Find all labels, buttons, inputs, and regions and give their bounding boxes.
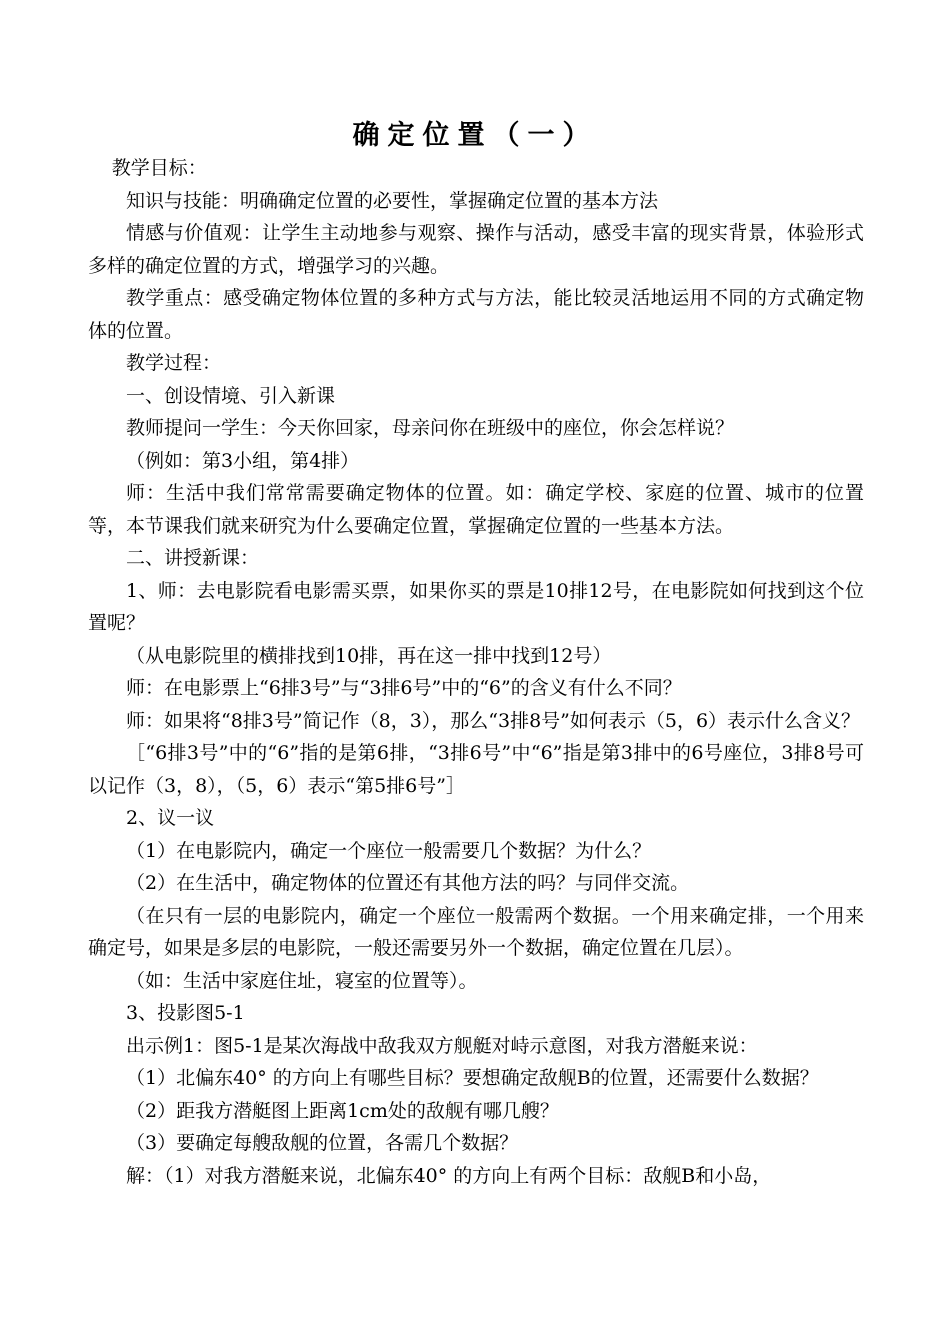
- paragraph: 解：（1）对我方潜艇来说，北偏东40° 的方向上有两个目标：敌舰B和小岛，: [126, 1164, 772, 1187]
- paragraph: 教师提问一学生：今天你回家，母亲问你在班级中的座位，你会怎样说？: [126, 417, 735, 439]
- paragraph: 师：在电影票上“6排3号”与“3排6号”中的“6”的含义有什么不同？: [126, 677, 682, 699]
- paragraph: （1）在电影院内，确定一个座位一般需要几个数据？为什么？: [126, 839, 652, 862]
- paragraph: （例如：第3小组，第4排）: [126, 449, 360, 472]
- section-heading: 3、投影图5-1: [126, 1002, 245, 1024]
- paragraph: ［“6排3号”中的“6”指的是第6排，“3排6号”中“6”指是第3排中的6号座位，3排8号可以记作（3，8），（5，6）表示“第5排6号”］: [88, 742, 864, 797]
- section-heading: 一、创设情境、引入新课: [126, 384, 336, 407]
- paragraph: 情感与价值观：让学生主动地参与观察、操作与活动，感受丰富的现实背景，体验形式多样的确定位置的方式，增强学习的兴趣。: [88, 222, 864, 277]
- paragraph: （1）北偏东40° 的方向上有哪些目标？要想确定敌舰B的位置，还需要什么数据？: [126, 1067, 819, 1089]
- paragraph: （如：生活中家庭住址，寝室的位置等）。: [126, 969, 478, 992]
- paragraph: 出示例1：图5-1是某次海战中敌我双方舰艇对峙示意图，对我方潜艇来说：: [126, 1034, 758, 1057]
- paragraph: （在只有一层的电影院内，确定一个座位一般需两个数据。一个用来确定排，一个用来确定号，如果是多层的电影院，一般还需要另外一个数据，确定位置在几层）。: [88, 904, 864, 959]
- paragraph: 师：生活中我们常常需要确定物体的位置。如：确定学校、家庭的位置、城市的位置等，本节课我们就来研究为什么要确定位置，掌握确定位置的一些基本方法。: [88, 482, 864, 537]
- document-title: 确定位置（一）: [352, 120, 598, 151]
- paragraph: 1、师：去电影院看电影需买票，如果你买的票是10排12号，在电影院如何找到这个位置呢？: [88, 579, 864, 634]
- document-body: [88, 152, 864, 1192]
- section-heading: 2、议一议: [126, 807, 215, 829]
- paragraph: （2）距我方潜艇图上距离1cm处的敌舰有哪几艘？: [126, 1099, 559, 1122]
- paragraph: 教学目标：: [111, 157, 207, 179]
- paragraph: （2）在生活中，确定物体的位置还有其他方法的吗？与同伴交流。: [126, 872, 690, 894]
- paragraph: 教学过程：: [126, 352, 222, 374]
- paragraph: （3）要确定每艘敌舰的位置，各需几个数据？: [126, 1132, 519, 1154]
- section-heading: 二、讲授新课：: [126, 547, 260, 569]
- paragraph: （从电影院里的横排找到10排，再在这一排中找到12号）: [126, 644, 612, 667]
- paragraph: 师：如果将“8排3号”简记作（8，3），那么“3排8号”如何表示（5，6）表示什么含义？: [126, 709, 861, 732]
- paragraph: 教学重点：感受确定物体位置的多种方式与方法，能比较灵活地运用不同的方式确定物体的位置。: [88, 287, 864, 342]
- paragraph: 知识与技能：明确确定位置的必要性，掌握确定位置的基本方法: [126, 189, 659, 212]
